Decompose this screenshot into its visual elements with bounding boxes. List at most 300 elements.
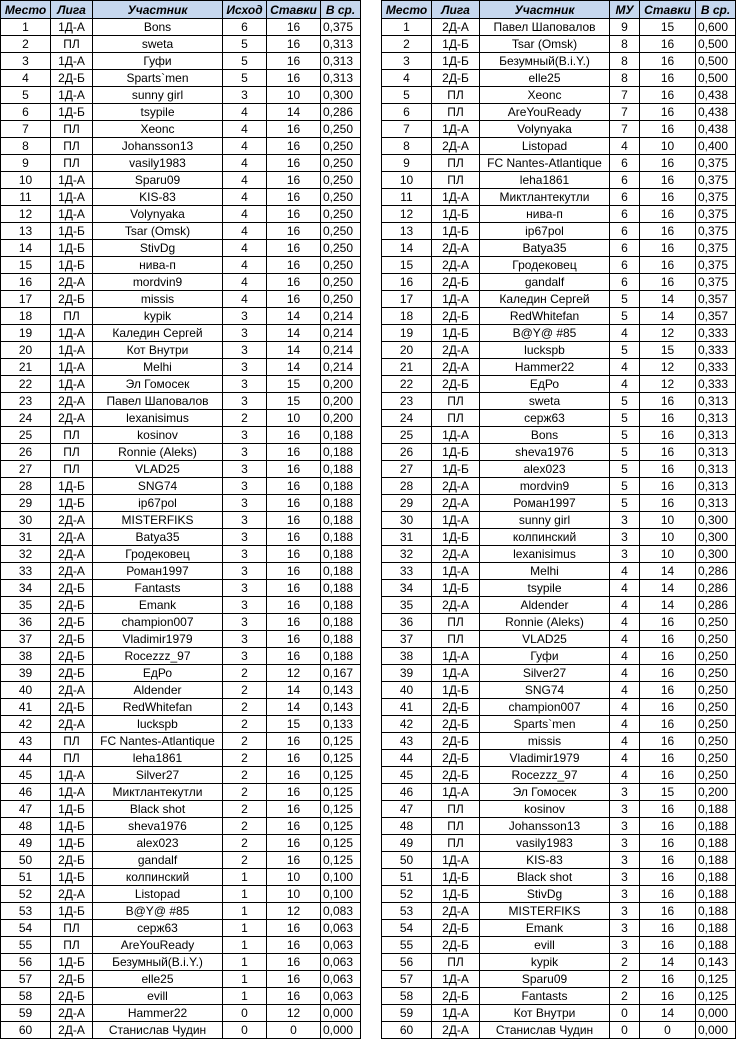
table-row [382,886,736,903]
table-row [1,70,361,87]
cell-place: 44 [1,750,51,767]
cell-bets: 16 [640,920,696,937]
table-row [382,206,736,223]
cell-average: 0,188 [696,937,736,954]
cell-league: 1Д-А [432,648,480,665]
cell-bets: 15 [640,19,696,36]
cell-place: 55 [1,937,51,954]
cell-bets: 16 [640,852,696,869]
cell-score: 6 [610,274,640,291]
cell-place: 37 [1,631,51,648]
cell-league: 2Д-Б [51,665,93,682]
cell-bets: 16 [267,801,321,818]
cell-bets: 16 [640,36,696,53]
cell-participant: Sparu09 [93,172,223,189]
cell-score: 4 [223,240,267,257]
cell-score: 4 [610,359,640,376]
cell-place: 45 [382,767,432,784]
table-row [1,1022,361,1039]
cell-place: 20 [382,342,432,359]
cell-score: 3 [223,631,267,648]
table-row [382,597,736,614]
cell-bets: 16 [640,767,696,784]
table-row [1,869,361,886]
cell-bets: 14 [267,104,321,121]
cell-average: 0,313 [696,427,736,444]
cell-place: 19 [1,325,51,342]
cell-participant: SNG74 [480,682,610,699]
cell-league: 2Д-Б [432,937,480,954]
cell-place: 35 [1,597,51,614]
table-row [382,512,736,529]
cell-league: 1Д-А [432,291,480,308]
cell-league: 2Д-Б [432,920,480,937]
cell-place: 29 [1,495,51,512]
col-header-participant: Участник [93,1,223,19]
cell-league: 1Д-Б [51,257,93,274]
cell-average: 0,188 [321,495,361,512]
cell-place: 39 [382,665,432,682]
table-row [382,784,736,801]
cell-place: 24 [382,410,432,427]
cell-bets: 16 [640,104,696,121]
cell-participant: kypik [480,954,610,971]
cell-place: 4 [382,70,432,87]
cell-participant: Listopad [480,138,610,155]
cell-average: 0,125 [696,971,736,988]
cell-participant: Гродековец [93,546,223,563]
cell-score: 4 [610,563,640,580]
cell-league: 1Д-Б [432,223,480,240]
cell-average: 0,188 [321,512,361,529]
cell-bets: 16 [640,988,696,1005]
table-row [1,53,361,70]
cell-participant: Vladimir1979 [480,750,610,767]
cell-participant: missis [93,291,223,308]
cell-league: 2Д-А [432,257,480,274]
cell-average: 0,250 [321,138,361,155]
cell-score: 4 [610,138,640,155]
table-row [382,665,736,682]
cell-place: 20 [1,342,51,359]
cell-average: 0,188 [696,920,736,937]
table-row [382,53,736,70]
table-row [382,172,736,189]
cell-place: 59 [382,1005,432,1022]
cell-place: 46 [1,784,51,801]
cell-average: 0,313 [696,444,736,461]
cell-bets: 16 [267,767,321,784]
left-standings-table [0,0,361,1039]
table-row [382,614,736,631]
cell-score: 2 [223,801,267,818]
cell-bets: 12 [640,359,696,376]
table-row [1,648,361,665]
cell-league: 1Д-А [51,767,93,784]
cell-average: 0,188 [696,835,736,852]
cell-participant: RedWhitefan [93,699,223,716]
table-row [382,699,736,716]
cell-bets: 16 [267,971,321,988]
cell-participant: gandalf [93,852,223,869]
table-row [382,648,736,665]
cell-score: 0 [223,1022,267,1039]
table-row [1,631,361,648]
cell-participant: sweta [93,36,223,53]
cell-bets: 12 [267,665,321,682]
cell-bets: 16 [640,699,696,716]
cell-place: 15 [382,257,432,274]
table-row [382,631,736,648]
table-row [1,359,361,376]
table-row [1,1005,361,1022]
cell-league: 2Д-А [432,597,480,614]
cell-place: 40 [1,682,51,699]
cell-league: 2Д-Б [432,376,480,393]
cell-place: 4 [1,70,51,87]
cell-participant: Bons [93,19,223,36]
cell-participant: Batya35 [480,240,610,257]
table-row [1,87,361,104]
cell-score: 5 [610,444,640,461]
cell-bets: 16 [640,155,696,172]
cell-participant: колпинский [480,529,610,546]
col-header-participant: Участник [480,1,610,19]
table-row [1,410,361,427]
cell-average: 0,143 [321,699,361,716]
table-row [1,784,361,801]
cell-participant: Станислав Чудин [480,1022,610,1039]
cell-participant: серж63 [93,920,223,937]
cell-participant: luckspb [93,716,223,733]
cell-bets: 16 [267,852,321,869]
cell-place: 15 [1,257,51,274]
cell-league: ПЛ [432,104,480,121]
table-row [1,155,361,172]
cell-bets: 14 [267,342,321,359]
table-row [1,716,361,733]
table-row [382,427,736,444]
cell-participant: Silver27 [480,665,610,682]
cell-bets: 16 [640,937,696,954]
cell-place: 10 [382,172,432,189]
cell-league: 1Д-А [51,325,93,342]
cell-average: 0,188 [321,580,361,597]
cell-place: 58 [382,988,432,1005]
cell-score: 3 [223,648,267,665]
cell-average: 0,375 [696,172,736,189]
cell-participant: vasily1983 [480,835,610,852]
cell-participant: sheva1976 [93,818,223,835]
cell-league: 2Д-Б [432,750,480,767]
cell-average: 0,188 [696,852,736,869]
cell-participant: ЕдРо [480,376,610,393]
cell-league: 1Д-Б [51,223,93,240]
cell-bets: 14 [267,325,321,342]
table-row [382,359,736,376]
cell-place: 46 [382,784,432,801]
cell-participant: FC Nantes-Atlantique [93,733,223,750]
table-row [1,971,361,988]
cell-bets: 16 [267,206,321,223]
cell-participant: sunny girl [93,87,223,104]
cell-participant: sunny girl [480,512,610,529]
cell-place: 45 [1,767,51,784]
cell-league: 2Д-А [432,903,480,920]
cell-participant: Xeonc [93,121,223,138]
table-row [382,393,736,410]
cell-bets: 16 [267,546,321,563]
cell-average: 0,313 [696,461,736,478]
cell-bets: 16 [267,920,321,937]
table-row [1,240,361,257]
cell-place: 3 [1,53,51,70]
cell-average: 0,125 [321,852,361,869]
left-table-body [1,19,361,1039]
cell-average: 0,063 [321,920,361,937]
cell-participant: ip67pol [480,223,610,240]
cell-place: 56 [1,954,51,971]
cell-score: 4 [610,682,640,699]
cell-score: 3 [223,393,267,410]
cell-score: 8 [610,36,640,53]
cell-place: 50 [382,852,432,869]
cell-participant: sheva1976 [480,444,610,461]
cell-participant: luckspb [480,342,610,359]
cell-league: 1Д-Б [51,869,93,886]
cell-score: 3 [223,342,267,359]
cell-bets: 16 [640,665,696,682]
table-row [382,937,736,954]
table-row [382,971,736,988]
cell-bets: 12 [640,376,696,393]
cell-place: 10 [1,172,51,189]
cell-average: 0,313 [321,36,361,53]
cell-average: 0,357 [696,291,736,308]
table-row [382,546,736,563]
cell-place: 32 [1,546,51,563]
cell-participant: KIS-83 [93,189,223,206]
cell-average: 0,250 [696,631,736,648]
cell-bets: 10 [640,529,696,546]
cell-participant: Безумный(B.i.Y.) [93,954,223,971]
cell-league: 2Д-А [432,240,480,257]
cell-participant: Listopad [93,886,223,903]
cell-league: ПЛ [51,937,93,954]
table-row [382,801,736,818]
cell-place: 21 [1,359,51,376]
cell-bets: 16 [640,206,696,223]
cell-bets: 12 [267,903,321,920]
table-row [382,325,736,342]
cell-league: 1Д-Б [432,886,480,903]
table-row [1,189,361,206]
cell-score: 8 [610,70,640,87]
cell-league: ПЛ [432,155,480,172]
cell-score: 5 [610,495,640,512]
header-row [1,1,361,19]
cell-league: 2Д-Б [432,716,480,733]
cell-participant: Xeonc [480,87,610,104]
table-row [382,444,736,461]
cell-place: 5 [382,87,432,104]
cell-league: 2Д-Б [51,988,93,1005]
cell-score: 4 [223,155,267,172]
cell-league: 1Д-А [51,206,93,223]
cell-place: 49 [1,835,51,852]
cell-score: 4 [223,138,267,155]
cell-score: 4 [610,597,640,614]
table-row [1,597,361,614]
cell-bets: 15 [640,342,696,359]
cell-average: 0,125 [321,750,361,767]
cell-average: 0,188 [321,478,361,495]
cell-participant: Павел Шаповалов [93,393,223,410]
cell-place: 38 [1,648,51,665]
table-row [382,257,736,274]
cell-place: 22 [382,376,432,393]
cell-bets: 16 [640,733,696,750]
cell-participant: missis [480,733,610,750]
table-row [382,36,736,53]
cell-participant: Emank [480,920,610,937]
cell-participant: Эл Гомосек [93,376,223,393]
table-row [382,954,736,971]
cell-bets: 16 [267,53,321,70]
cell-place: 2 [382,36,432,53]
cell-league: 1Д-Б [432,325,480,342]
cell-league: 2Д-А [51,546,93,563]
cell-league: 1Д-Б [432,682,480,699]
cell-average: 0,000 [321,1005,361,1022]
cell-average: 0,188 [321,648,361,665]
cell-place: 43 [382,733,432,750]
cell-bets: 16 [267,614,321,631]
cell-average: 0,250 [696,699,736,716]
cell-average: 0,313 [696,478,736,495]
cell-average: 0,214 [321,308,361,325]
cell-participant: Кот Внутри [480,1005,610,1022]
cell-score: 4 [610,733,640,750]
cell-place: 5 [1,87,51,104]
cell-league: 2Д-А [432,138,480,155]
cell-average: 0,313 [321,70,361,87]
cell-participant: vasily1983 [93,155,223,172]
cell-place: 51 [382,869,432,886]
cell-bets: 16 [267,19,321,36]
cell-score: 6 [610,223,640,240]
cell-score: 4 [223,291,267,308]
cell-participant: Станислав Чудин [93,1022,223,1039]
cell-place: 21 [382,359,432,376]
cell-league: ПЛ [51,36,93,53]
table-row [382,750,736,767]
cell-league: 1Д-Б [432,580,480,597]
cell-bets: 16 [640,614,696,631]
header-row [382,1,736,19]
table-row [1,767,361,784]
cell-place: 13 [1,223,51,240]
cell-league: 1Д-А [51,189,93,206]
cell-participant: Hammer22 [480,359,610,376]
cell-average: 0,125 [321,767,361,784]
cell-average: 0,188 [696,801,736,818]
cell-league: 1Д-А [432,189,480,206]
cell-average: 0,125 [321,733,361,750]
cell-participant: Johansson13 [480,818,610,835]
cell-score: 6 [610,189,640,206]
cell-bets: 16 [640,87,696,104]
cell-place: 17 [1,291,51,308]
cell-participant: leha1861 [480,172,610,189]
cell-bets: 16 [267,988,321,1005]
cell-league: ПЛ [432,818,480,835]
cell-place: 51 [1,869,51,886]
col-header-league: Лига [51,1,93,19]
cell-participant: Sparu09 [480,971,610,988]
cell-bets: 16 [267,172,321,189]
table-row [382,767,736,784]
table-row [382,104,736,121]
cell-average: 0,250 [696,716,736,733]
cell-score: 4 [610,614,640,631]
table-row [1,818,361,835]
cell-place: 25 [382,427,432,444]
cell-participant: elle25 [93,971,223,988]
cell-league: 2Д-Б [51,699,93,716]
cell-participant: Volynyaka [93,206,223,223]
cell-score: 3 [610,937,640,954]
cell-average: 0,250 [321,240,361,257]
cell-score: 2 [223,733,267,750]
cell-average: 0,000 [696,1005,736,1022]
table-row [1,104,361,121]
cell-score: 6 [610,206,640,223]
cell-participant: Миктлантекутли [480,189,610,206]
cell-average: 0,250 [696,614,736,631]
table-row [1,342,361,359]
cell-participant: gandalf [480,274,610,291]
cell-bets: 16 [640,971,696,988]
cell-score: 4 [223,274,267,291]
cell-participant: Павел Шаповалов [480,19,610,36]
table-row [1,852,361,869]
cell-average: 0,313 [696,393,736,410]
cell-place: 35 [382,597,432,614]
cell-participant: lexanisimus [93,410,223,427]
cell-average: 0,250 [696,665,736,682]
cell-participant: champion007 [93,614,223,631]
table-row [382,87,736,104]
cell-bets: 16 [267,954,321,971]
cell-league: 1Д-А [432,563,480,580]
table-row [1,376,361,393]
cell-place: 52 [1,886,51,903]
cell-place: 36 [1,614,51,631]
cell-average: 0,300 [696,546,736,563]
cell-score: 4 [223,121,267,138]
cell-participant: Volynyaka [480,121,610,138]
cell-league: ПЛ [432,954,480,971]
cell-participant: mordvin9 [480,478,610,495]
cell-average: 0,250 [321,189,361,206]
cell-league: ПЛ [432,631,480,648]
cell-bets: 16 [267,36,321,53]
cell-score: 3 [223,325,267,342]
cell-place: 13 [382,223,432,240]
cell-score: 3 [610,886,640,903]
cell-average: 0,100 [321,886,361,903]
